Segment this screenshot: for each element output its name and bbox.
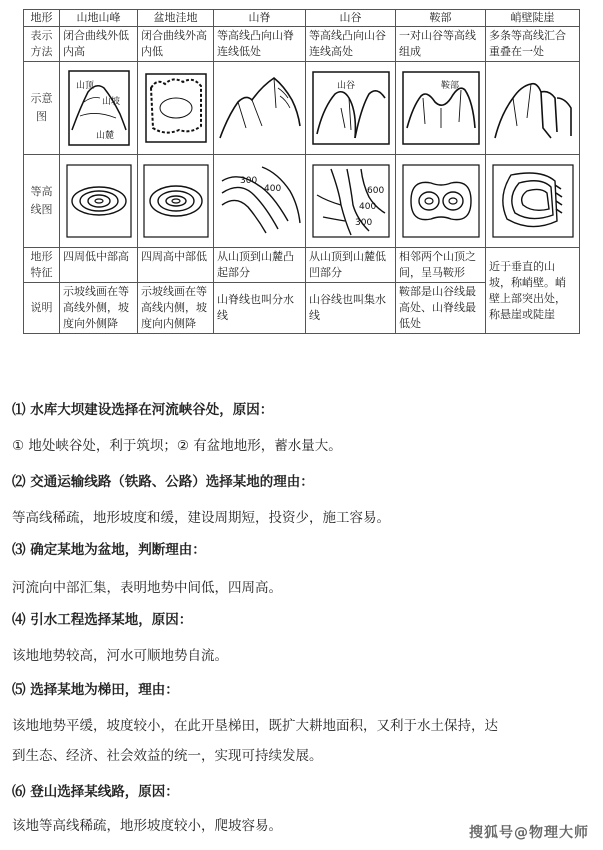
table-row-method [24,27,580,62]
terrain-table [23,9,580,334]
row-label: 示意图 [24,62,60,155]
table-cell: 山谷线也叫集水线 [306,283,396,334]
table-cell: 等高线凸向山谷连线高处 [306,27,396,62]
table-cell: 四周高中部低 [138,248,214,283]
header-cell: 鞍部 [396,10,486,27]
row-label: 说明 [24,283,60,334]
watermark: 搜狐号@物理大师 [469,825,589,841]
answer: 等高线稀疏，地形坡度和缓，建设周期短，投资少，施工容易。 [12,510,390,526]
peak-contour-map [64,161,134,241]
contour-peak [60,155,138,248]
table-cell: 山脊线也叫分水线 [214,283,306,334]
qa-item [12,540,592,560]
table-cell: 一对山谷等高线组成 [396,27,486,62]
answer: 到生态、经济、社会效益的统一，实现可持续发展。 [12,748,323,764]
valley-elev-600: 600 [366,186,384,196]
qa-item [12,472,592,492]
qa-item [12,680,592,700]
sketch-cliff [486,62,580,155]
table-cell: 等高线凸向山脊连线低处 [214,27,306,62]
saddle-contour-map [401,161,481,241]
valley-contour-map [311,161,391,241]
table-cell: 示坡线画在等高线外侧，坡度向外侧降 [60,283,138,334]
sketch-ridge [214,62,306,155]
cliff-contour-map [491,161,575,241]
qa-item [12,610,592,630]
table-cell: 相邻两个山顶之间，呈马鞍形 [396,248,486,283]
header-cell: 山脊 [214,10,306,27]
question: ⑷ 引水工程选择某地，原因： [12,612,193,628]
qa-item [12,782,592,802]
table-cell: 多条等高线汇合重叠在一处 [486,27,580,62]
saddle-sketch-label: 鞍部 [440,81,459,91]
table-cell: 闭合曲线外低内高 [60,27,138,62]
valley-sketch-label: 山谷 [336,81,355,91]
peak-sketch-illustration [66,68,132,148]
sketch-basin [138,62,214,155]
question: ⑸ 选择某地为梯田，理由： [12,682,179,698]
header-cell: 盆地洼地 [138,10,214,27]
basin-sketch-illustration [143,68,209,148]
table-cell: 示坡线画在等高线内侧，坡度向内侧降 [138,283,214,334]
valley-elev-400: 400 [358,202,376,212]
table-row-sketch [24,62,580,155]
peak-top-label: 山顶 [75,81,94,91]
question: ⑴ 水库大坝建设选择在河流峡谷处，原因： [12,402,274,418]
contour-ridge [214,155,306,248]
table-header-row [24,10,580,27]
answer: 该地地势较高，河水可顺地势自流。 [12,648,228,664]
header-cell: 地形 [24,10,60,27]
table-cell: 近于垂直的山坡，称峭壁。峭壁上部突出处，称悬崖或陡崖 [486,248,580,334]
table-row-contour [24,155,580,248]
answer: ① 地处峡谷处，利于筑坝；② 有盆地地形，蓄水量大。 [12,438,342,454]
header-cell: 峭壁陡崖 [486,10,580,27]
basin-contour-map [141,161,211,241]
table-cell: 从山顶到山麓凸起部分 [214,248,306,283]
table-row-feature [24,248,580,283]
table-cell: 四周低中部高 [60,248,138,283]
contour-saddle [396,155,486,248]
ridge-sketch-illustration [218,68,302,148]
peak-slope-label: 山坡 [101,97,120,107]
sketch-valley [306,62,396,155]
table-cell: 从山顶到山麓低凹部分 [306,248,396,283]
ridge-elev-300: 300 [239,176,257,186]
peak-foot-label: 山麓 [95,131,114,141]
contour-basin [138,155,214,248]
cliff-sketch-illustration [491,68,575,148]
question: ⑶ 确定某地为盆地，判断理由： [12,542,206,558]
sketch-peak [60,62,138,155]
valley-elev-300: 300 [354,218,372,228]
ridge-contour-map [218,161,302,241]
sketch-saddle [396,62,486,155]
answer: 河流向中部汇集，表明地势中间低，四周高。 [12,580,282,596]
row-label: 表示方法 [24,27,60,62]
contour-valley [306,155,396,248]
row-label: 地形特征 [24,248,60,283]
header-cell: 山谷 [306,10,396,27]
question: ⑹ 登山选择某线路，原因： [12,784,179,800]
saddle-sketch-illustration [401,68,481,148]
ridge-elev-400: 400 [263,184,281,194]
answer: 该地地势平缓，坡度较小，在此开垦梯田，既扩大耕地面积，又利于水土保持，达 [12,718,498,734]
valley-sketch-illustration [311,68,391,148]
row-label: 等高线图 [24,155,60,248]
contour-cliff [486,155,580,248]
header-cell: 山地山峰 [60,10,138,27]
question: ⑵ 交通运输线路（铁路、公路）选择某地的理由： [12,474,314,490]
table-cell: 闭合曲线外高内低 [138,27,214,62]
qa-item [12,400,592,420]
answer: 该地等高线稀疏，地形坡度较小，爬坡容易。 [12,818,282,834]
table-cell: 鞍部是山谷线最高处、山脊线最低处 [396,283,486,334]
